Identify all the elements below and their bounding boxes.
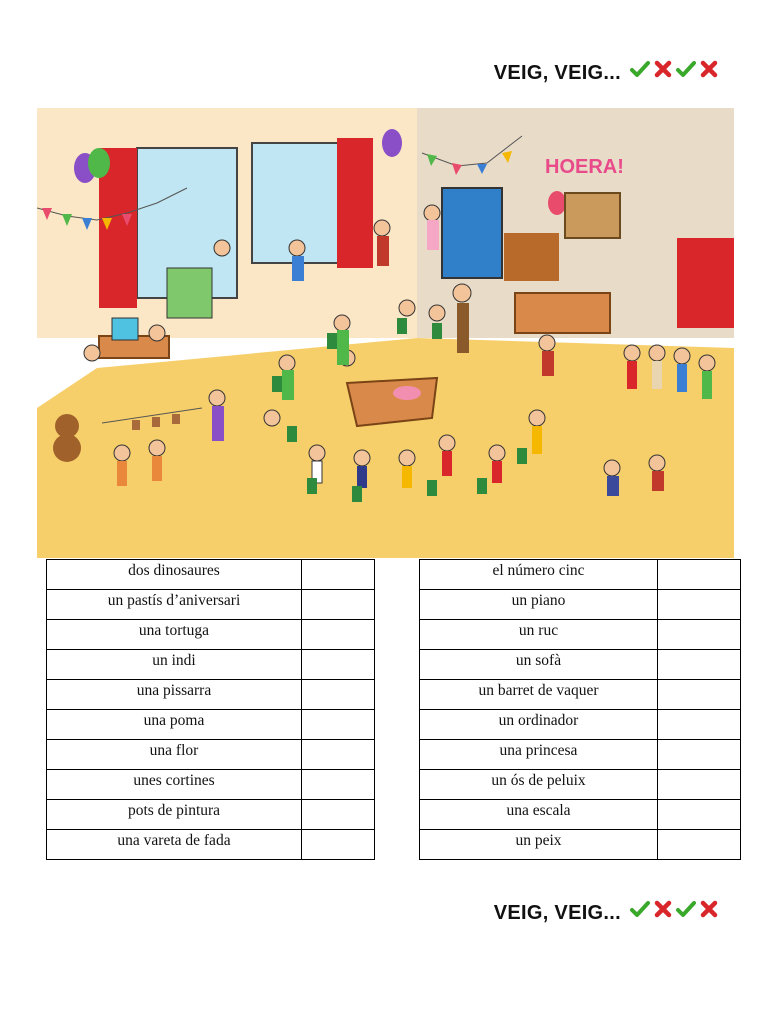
shelf xyxy=(677,238,734,328)
table-row xyxy=(420,620,741,650)
table-row xyxy=(47,830,375,860)
cowboy xyxy=(377,236,389,266)
fish-tank xyxy=(112,318,138,340)
table-row xyxy=(420,830,741,860)
item-label: pots de pintura xyxy=(47,800,302,830)
party-table xyxy=(347,378,437,426)
curtain-icon xyxy=(337,138,373,268)
table-row xyxy=(47,680,375,710)
answer-box[interactable] xyxy=(658,680,741,710)
answer-box[interactable] xyxy=(302,560,375,590)
cross-icon xyxy=(698,898,720,920)
table-row xyxy=(420,650,741,680)
worksheet-footer xyxy=(494,892,720,925)
answer-box[interactable] xyxy=(302,800,375,830)
item-label: un indi xyxy=(47,650,302,680)
balloon-icon xyxy=(88,148,110,178)
table-row xyxy=(420,680,741,710)
header-title: VEIG, VEIG... xyxy=(493,62,621,84)
answer-box[interactable] xyxy=(302,680,375,710)
cross-icon xyxy=(652,58,674,80)
answer-box[interactable] xyxy=(302,650,375,680)
footer-title: VEIG, VEIG... xyxy=(493,902,621,924)
desk xyxy=(515,293,610,333)
item-label: un sofà xyxy=(420,650,658,680)
worksheet-header xyxy=(494,52,720,85)
table-row xyxy=(47,740,375,770)
table-row xyxy=(420,770,741,800)
donkey-painting xyxy=(167,268,212,318)
table-row xyxy=(47,560,375,590)
balloon-icon xyxy=(382,129,402,157)
item-label: un peix xyxy=(420,830,658,860)
dinosaur-costume xyxy=(337,330,349,365)
check-icon xyxy=(629,58,651,80)
table-row xyxy=(47,710,375,740)
hooray-sign: HOERA! xyxy=(545,156,624,178)
dinosaur-costume xyxy=(282,370,294,400)
answer-box[interactable] xyxy=(658,800,741,830)
check-cross-marks xyxy=(629,58,720,80)
table-row xyxy=(420,590,741,620)
answer-box[interactable] xyxy=(658,650,741,680)
door xyxy=(442,188,502,278)
table-row xyxy=(420,800,741,830)
item-label: una poma xyxy=(47,710,302,740)
item-label: un ordinador xyxy=(420,710,658,740)
answer-box[interactable] xyxy=(302,770,375,800)
balloon-icon xyxy=(548,191,566,215)
classroom-party-illustration xyxy=(37,108,734,558)
answer-box[interactable] xyxy=(302,710,375,740)
table-row xyxy=(420,560,741,590)
word-table-left xyxy=(46,559,375,860)
item-label: una vareta de fada xyxy=(47,830,302,860)
item-label: unes cortines xyxy=(47,770,302,800)
table-row xyxy=(420,710,741,740)
answer-box[interactable] xyxy=(658,740,741,770)
answer-box[interactable] xyxy=(302,830,375,860)
item-label: un ós de peluix xyxy=(420,770,658,800)
item-label: dos dinosaures xyxy=(47,560,302,590)
table-row xyxy=(47,650,375,680)
item-label: un ruc xyxy=(420,620,658,650)
item-label: un barret de vaquer xyxy=(420,680,658,710)
check-icon xyxy=(675,58,697,80)
answer-box[interactable] xyxy=(658,830,741,860)
answer-box[interactable] xyxy=(302,740,375,770)
answer-box[interactable] xyxy=(658,590,741,620)
item-label: una princesa xyxy=(420,740,658,770)
table-row xyxy=(47,620,375,650)
item-label: una pissarra xyxy=(47,680,302,710)
cake-icon xyxy=(393,386,421,400)
item-label: el número cinc xyxy=(420,560,658,590)
cross-icon xyxy=(652,898,674,920)
check-icon xyxy=(629,898,651,920)
word-table-right xyxy=(419,559,741,860)
answer-box[interactable] xyxy=(658,710,741,740)
princess xyxy=(427,220,439,250)
table-row xyxy=(47,770,375,800)
answer-box[interactable] xyxy=(302,590,375,620)
answer-box[interactable] xyxy=(658,560,741,590)
item-label: un piano xyxy=(420,590,658,620)
table-row xyxy=(47,590,375,620)
item-label: una flor xyxy=(47,740,302,770)
table-row xyxy=(47,800,375,830)
table-row xyxy=(420,740,741,770)
answer-box[interactable] xyxy=(302,620,375,650)
answer-box[interactable] xyxy=(658,770,741,800)
cross-icon xyxy=(698,58,720,80)
item-label: una escala xyxy=(420,800,658,830)
item-label: una tortuga xyxy=(47,620,302,650)
answer-box[interactable] xyxy=(658,620,741,650)
check-icon xyxy=(675,898,697,920)
notice-board xyxy=(565,193,620,238)
item-label: un pastís d’aniversari xyxy=(47,590,302,620)
check-cross-marks xyxy=(629,898,720,920)
bookcase xyxy=(504,233,559,281)
